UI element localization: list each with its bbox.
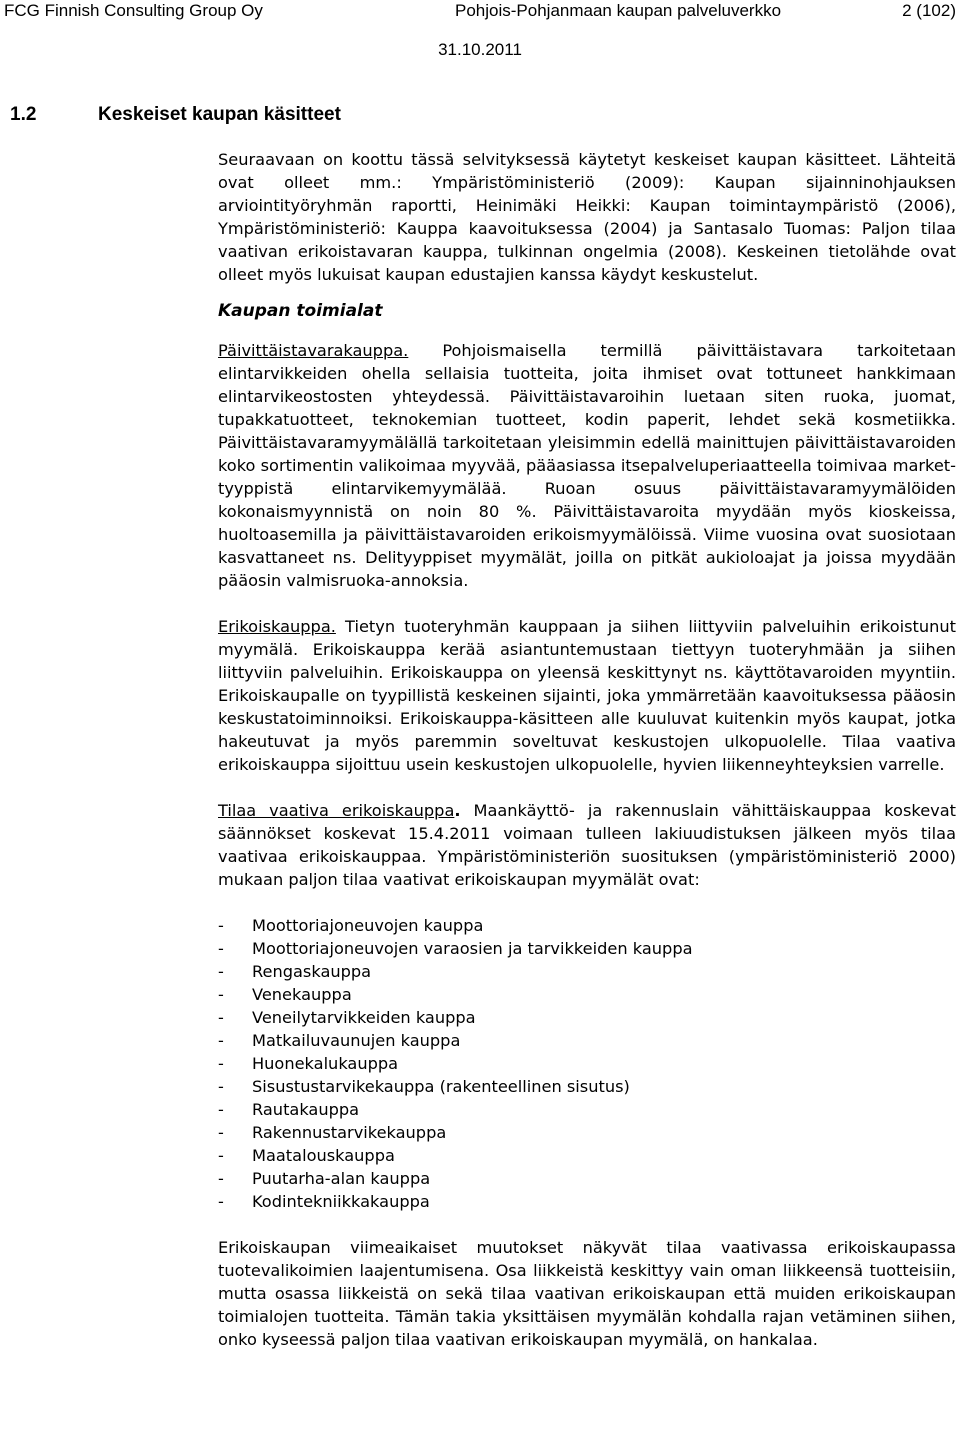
list-item-label: Rengaskauppa [252,962,372,981]
intro-paragraph: Seuraavaan on koottu tässä selvityksessä käytetyt keskeiset kaupan käsitteet. Lähteitä ovat olleet mm.: Ympäristöministeriö (2009): Kaupan sijainninohjauksen arviointityöryhmän raportti, Heinimäki Heikki: Kaupan toimintaympäristö (2006), Ympäristöministeriö: Kauppa kaavoituksessa (2004) ja Santasalo Tuomas: Paljon tilaa vaativan erikoistavaran kauppa, tulkinnan ongelmia (2008). Keskeinen tietolähde ovat olleet myös lukuisat kaupan edustajien kanssa käydyt keskustelut. [218,150,956,284]
document-body [218,148,956,1351]
list-item [218,983,956,1006]
list-dash: - [218,916,224,935]
daily-goods-paragraph [218,339,956,592]
section-title: Keskeiset kaupan käsitteet [98,104,341,125]
list-item-label: Sisustustarvikekauppa (rakenteellinen sisutus) [252,1077,630,1096]
list-dash: - [218,1146,224,1165]
list-item [218,1190,956,1213]
list-item [218,1006,956,1029]
list-item-label: Moottoriajoneuvojen kauppa [252,916,484,935]
list-item [218,1144,956,1167]
list-item [218,960,956,983]
list-dash: - [218,1031,224,1050]
header-page-number: 2 (102) [902,1,956,20]
header-company: FCG Finnish Consulting Group Oy [4,1,263,20]
list-item-label: Matkailuvaunujen kauppa [252,1031,461,1050]
specialty-paragraph [218,615,956,776]
closing-paragraph: Erikoiskaupan viimeaikaiset muutokset näkyvät tilaa vaativassa erikoiskaupassa tuotevalikoimien laajentumisena. Osa liikkeistä keskittyy vain oman liikkeensä tuotteisiin, mutta osassa liikkeistä on sekä tilaa vaativan erikoiskaupan että muiden erikoiskaupan toimialojen tuotteita. Tämän takia yksittäisen myymälän kohdalla rajan vetäminen siihen, onko kyseessä paljon tilaa vaativan erikoiskaupan myymälä, on hankalaa. [218,1238,956,1349]
daily-goods-term: Päivittäistavarakauppa. [218,341,409,360]
subheading-kaupan-toimialat: Kaupan toimialat [218,301,383,321]
header-project: Pohjois-Pohjanmaan kaupan palveluverkko [455,1,782,20]
list-item [218,914,956,937]
space-intensive-paragraph [218,799,956,891]
list-dash: - [218,1077,224,1096]
list-item [218,1167,956,1190]
list-item-label: Maatalouskauppa [252,1146,395,1165]
space-intensive-store-list [218,914,956,1213]
specialty-text: Tietyn tuoteryhmän kauppaan ja siihen liittyviin palveluihin erikoistunut myymälä. Erikoiskauppa kerää asiantuntemustaan tiettyyn tuoteryhmään ja siihen liittyviin palveluihin. Erikoiskauppa on yleensä keskittynyt ns. käyttötavaroiden myyntiin. Erikoiskaupalle on tyypillistä keskeinen sijainti, joka ymmärretään kaavoituksessa pääosin keskustatoiminnoiksi. Erikoiskauppa-käsitteen alle kuuluvat kuitenkin myös kaupat, jotka hakeutuvat ja myös paremmin soveltuvat keskustojen ulkopuolelle. Tilaa vaativa erikoiskauppa sijoittuu usein keskustojen ulkopuolelle, hyvien liikenneyhteyksien varrelle. [218,617,956,774]
list-dash: - [218,962,224,981]
list-item [218,1075,956,1098]
list-item-label: Veneilytarvikkeiden kauppa [252,1008,476,1027]
list-item [218,1052,956,1075]
page-header [0,0,960,24]
list-item [218,937,956,960]
list-item-label: Kodintekniikkakauppa [252,1192,430,1211]
list-dash: - [218,1008,224,1027]
list-item [218,1121,956,1144]
daily-goods-text: Pohjoismaisella termillä päivittäistavara tarkoitetaan elintarvikkeiden ohella sellaisia tuotteita, joita ihmiset ovat tottuneet hankkimaan elintarvikeostosten yhteydessä. Päivittäistavaroihin luetaan siten ruoka, juomat, tupakkatuotteet, teknokemian tuotteet, kodin paperit, lehdet sekä kosmetiikka. Päivittäistavaramyymälällä tarkoitetaan yleisimmin edellä mainittujen päivittäistavaroiden koko sortimentin valikoimaa myyvää, pääasiassa itsepalveluperiaatteella toimivaa market-tyyppistä elintarvikemyymälää. Ruoan osuus päivittäistavaramyymälöiden kokonaismyynnistä on noin 80 %. Päivittäistavaroita myydään myös kioskeissa, huoltoasemilla ja päivittäistavaroiden erikoismyymälöissä. Viime vuosina ovat suosiotaan kasvattaneet ns. Delityyppiset myymälät, joilla on pitkät aukioloajat ja joissa myydään pääosin valmisruoka-annoksia. [218,341,956,590]
specialty-term: Erikoiskauppa. [218,617,336,636]
list-item-label: Huonekalukauppa [252,1054,399,1073]
list-dash: - [218,985,224,1004]
list-dash: - [218,1100,224,1119]
list-item-label: Puutarha-alan kauppa [252,1169,431,1188]
space-intensive-term-suffix: . [454,801,461,820]
list-item [218,1098,956,1121]
section-number: 1.2 [10,104,37,125]
space-intensive-term: Tilaa vaativa erikoiskauppa [218,801,455,820]
section-heading [10,104,341,126]
list-dash: - [218,939,224,958]
list-item-label: Rakennustarvikekauppa [252,1123,447,1142]
list-item-label: Moottoriajoneuvojen varaosien ja tarvikkeiden kauppa [252,939,693,958]
list-dash: - [218,1054,224,1073]
space-intensive-text: Maankäyttö- ja rakennuslain vähittäiskauppaa koskevat säännökset koskevat 15.4.2011 voimaan tulleen lakiuudistuksen jälkeen myös tilaa vaativaa erikoiskauppaa. Ympäristöministeriön suosituksen (ympäristöministeriö 2000) mukaan paljon tilaa vaativat erikoiskaupan myymälät ovat: [218,801,956,889]
list-dash: - [218,1169,224,1188]
list-item [218,1029,956,1052]
list-item-label: Rautakauppa [252,1100,360,1119]
header-date: 31.10.2011 [438,40,522,59]
list-dash: - [218,1192,224,1211]
list-dash: - [218,1123,224,1142]
list-item-label: Venekauppa [252,985,352,1004]
